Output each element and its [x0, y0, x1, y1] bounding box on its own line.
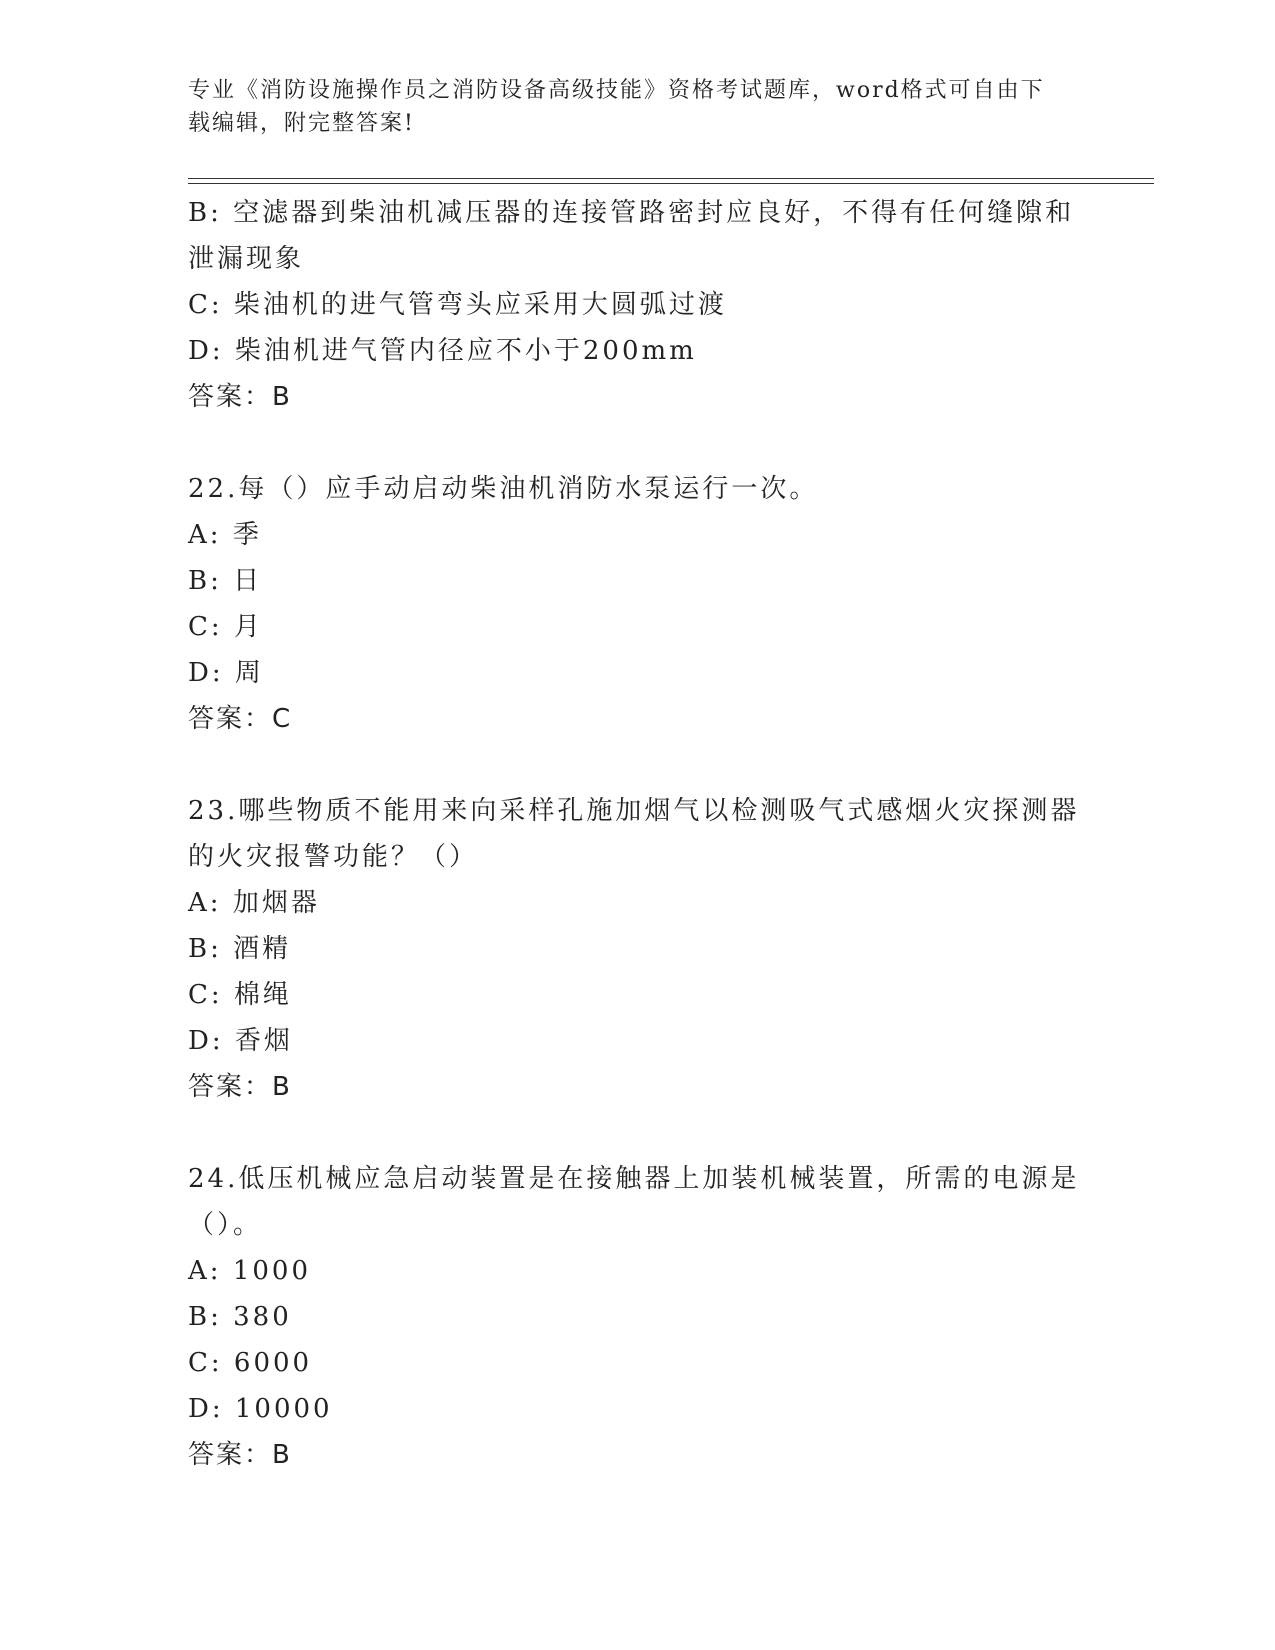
question-title: 23.哪些物质不能用来向采样孔施加烟气以检测吸气式感烟火灾探测器的火灾报警功能？（） — [188, 796, 1080, 872]
option-d — [188, 328, 1088, 374]
option-label: C: — [188, 1348, 223, 1378]
option-label: D: — [188, 336, 224, 366]
option-text: 酒精 — [233, 934, 292, 964]
option-text: 10000 — [234, 1394, 333, 1424]
question-22 — [188, 466, 1088, 742]
question-21-continued — [188, 190, 1088, 420]
spacer — [188, 742, 1088, 788]
answer-line: 答案：B — [188, 1072, 292, 1102]
option-label: A: — [188, 520, 222, 550]
question-title: 22.每（）应手动启动柴油机消防水泵运行一次。 — [188, 474, 819, 504]
question-23 — [188, 788, 1088, 1110]
option-label: C: — [188, 290, 223, 320]
spacer — [188, 1110, 1088, 1156]
option-label: A: — [188, 1256, 222, 1286]
option-c — [188, 1340, 1088, 1386]
option-c — [188, 972, 1088, 1018]
question-list — [188, 190, 1088, 1478]
option-text: 日 — [233, 566, 263, 596]
option-c — [188, 604, 1088, 650]
option-label: C: — [188, 980, 223, 1010]
option-label: A: — [188, 888, 222, 918]
option-label: D: — [188, 658, 224, 688]
answer-line: 答案：B — [188, 382, 292, 412]
option-a — [188, 880, 1088, 926]
header-divider-top — [188, 178, 1154, 179]
question-title: 24.低压机械应急启动装置是在接触器上加装机械装置，所需的电源是（）。 — [188, 1164, 1080, 1240]
option-label: B: — [188, 566, 222, 596]
option-text: 柴油机进气管内径应不小于200mm — [234, 336, 697, 366]
option-text: 月 — [233, 612, 263, 642]
option-a — [188, 1248, 1088, 1294]
option-text: 380 — [233, 1302, 292, 1332]
header-divider-bottom — [188, 183, 1154, 184]
option-label: B: — [188, 198, 222, 228]
option-c — [188, 282, 1088, 328]
option-label: D: — [188, 1394, 224, 1424]
option-d — [188, 650, 1088, 696]
document-intro: 专业《消防设施操作员之消防设备高级技能》资格考试题库，word格式可自由下载编辑，附完整答案! — [188, 78, 1045, 136]
option-text: 棉绳 — [233, 980, 292, 1010]
option-b — [188, 926, 1088, 972]
option-a — [188, 512, 1088, 558]
option-label: B: — [188, 934, 222, 964]
option-label: D: — [188, 1026, 224, 1056]
spacer — [188, 420, 1088, 466]
question-24 — [188, 1156, 1088, 1478]
option-d — [188, 1386, 1088, 1432]
option-b — [188, 1294, 1088, 1340]
option-text: 加烟器 — [232, 888, 320, 918]
option-label: B: — [188, 1302, 222, 1332]
option-text: 香烟 — [234, 1026, 293, 1056]
option-b — [188, 190, 1088, 282]
option-text: 季 — [232, 520, 262, 550]
option-b — [188, 558, 1088, 604]
option-text: 周 — [234, 658, 264, 688]
option-d — [188, 1018, 1088, 1064]
answer-line: 答案：B — [188, 1440, 292, 1470]
option-text: 柴油机的进气管弯头应采用大圆弧过渡 — [233, 290, 727, 320]
option-text: 1000 — [232, 1256, 311, 1286]
option-text: 空滤器到柴油机减压器的连接管路密封应良好，不得有任何缝隙和泄漏现象 — [188, 198, 1075, 274]
option-text: 6000 — [233, 1348, 313, 1378]
option-label: C: — [188, 612, 223, 642]
answer-line: 答案：C — [188, 704, 293, 734]
